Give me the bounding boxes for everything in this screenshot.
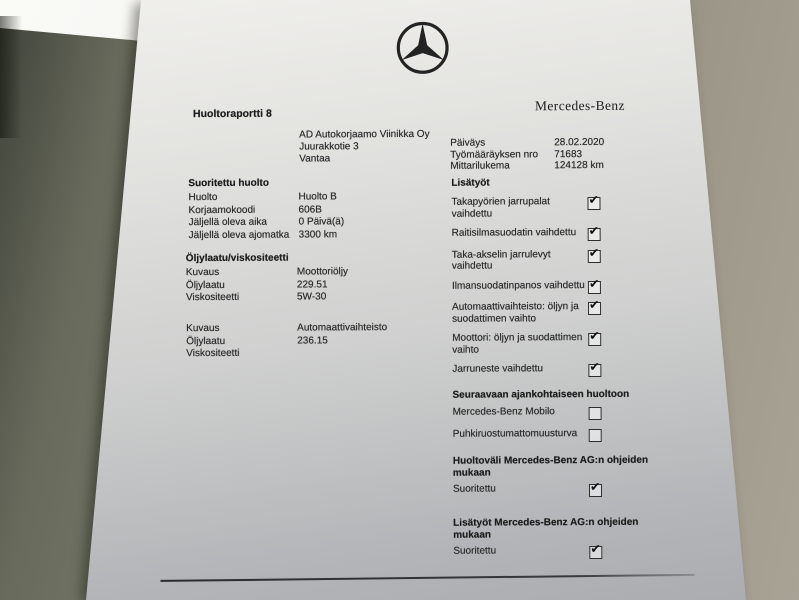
checklist-item xyxy=(453,427,630,442)
meta-label: Mittarilukema xyxy=(450,160,510,172)
section-additional-work-mb xyxy=(453,517,657,568)
section-heading: Huoltoväli Mercedes-Benz AG:n ohjeiden mukaan xyxy=(452,454,649,479)
checkbox xyxy=(588,333,601,346)
checklist-label: Mercedes-Benz Mobilo xyxy=(452,406,555,418)
checklist xyxy=(451,196,601,378)
checklist-label: Puhkiruostumattomuusturva xyxy=(452,427,578,440)
checklist-item xyxy=(452,249,601,273)
section-oil-quality xyxy=(186,251,426,305)
field-row xyxy=(186,266,426,280)
checklist xyxy=(453,483,657,498)
field-label: Viskositeetti xyxy=(185,292,240,304)
checkbox xyxy=(588,302,601,315)
workshop-address-block xyxy=(299,129,430,166)
report-title: Huoltoraportti 8 xyxy=(192,107,272,121)
meta-label: Päiväys xyxy=(450,137,486,149)
checklist-item xyxy=(451,196,600,220)
workshop-street: Juurakkotie 3 xyxy=(299,141,359,153)
meta-value: 124128 km xyxy=(554,160,604,172)
checklist-label: Moottori: öljyn ja suodattimen vaihto xyxy=(452,332,583,356)
field-label: Jäljellä oleva aika xyxy=(188,216,268,229)
checkbox xyxy=(588,364,601,377)
section-performed-service xyxy=(188,176,428,243)
checklist-item xyxy=(452,280,601,295)
workshop-city: Vantaa xyxy=(299,153,331,165)
checkbox xyxy=(588,228,601,241)
field-value: 0 Päivä(ä) xyxy=(298,216,345,228)
checkbox xyxy=(588,250,601,263)
checkbox xyxy=(588,281,601,294)
field-rows xyxy=(186,322,426,361)
checklist-item xyxy=(452,363,601,378)
section-additional-work xyxy=(451,177,601,386)
checklist-label: Automaattivaihteisto: öljyn ja suodattimen vaihto xyxy=(452,301,579,325)
checkbox xyxy=(587,197,600,210)
field-row xyxy=(189,229,429,243)
checklist-item xyxy=(452,332,601,356)
field-label: Kuvaus xyxy=(186,322,220,335)
section-heading: Öljylaatu/viskositeetti xyxy=(185,252,289,265)
checklist-item xyxy=(452,227,601,242)
field-label: Kuvaus xyxy=(185,266,220,279)
checklist-item xyxy=(453,406,630,421)
checklist xyxy=(453,406,630,442)
section-heading: Suoritettu huolto xyxy=(188,177,269,190)
workshop-name: AD Autokorjaamo Viinikka Oy xyxy=(299,128,430,141)
meta-row xyxy=(450,160,604,172)
field-label: Huolto xyxy=(188,191,218,204)
field-value: 236.15 xyxy=(297,334,328,347)
field-label: Jäljellä oleva ajomatka xyxy=(188,229,290,241)
checkbox xyxy=(589,428,602,441)
field-value: 5W-30 xyxy=(296,291,327,303)
section-heading: Seuraavaan ajankohtaiseen huoltoon xyxy=(452,388,630,401)
checkbox xyxy=(589,546,602,559)
mercedes-star-icon xyxy=(394,19,452,77)
field-label: Öljylaatu xyxy=(186,335,226,347)
field-row xyxy=(188,191,428,205)
checklist-label: Suoritettu xyxy=(453,545,497,557)
field-row xyxy=(186,322,426,336)
field-row xyxy=(186,278,426,292)
field-value: 229.51 xyxy=(296,278,328,291)
checklist-item xyxy=(452,301,601,325)
meta-row xyxy=(450,137,604,149)
field-label: Öljylaatu xyxy=(185,279,225,291)
section-service-interval xyxy=(453,455,657,506)
field-value: Moottoriöljy xyxy=(296,266,349,278)
field-value: Huolto B xyxy=(298,191,337,203)
field-rows xyxy=(186,266,426,305)
field-label: Korjaamokoodi xyxy=(188,204,256,216)
field-row xyxy=(186,347,426,361)
checklist-label: Suoritettu xyxy=(452,483,496,495)
report-meta-block xyxy=(450,137,604,173)
field-row xyxy=(188,203,428,217)
checkbox xyxy=(589,407,602,420)
checklist-label: Raitisilmasuodatin vaihdettu xyxy=(451,227,577,239)
checklist-item xyxy=(453,545,657,560)
footer-divider xyxy=(160,574,694,582)
meta-label: Työmääräyksen nro xyxy=(450,148,539,161)
field-label: Viskositeetti xyxy=(186,348,240,360)
field-rows xyxy=(188,191,428,243)
section-heading: Lisätyöt xyxy=(451,177,490,189)
field-value: Automaattivaihteisto xyxy=(297,322,388,334)
field-row xyxy=(186,334,426,348)
checklist-label: Ilmansuodatinpanos vaihdettu xyxy=(451,279,585,292)
field-value: 3300 km xyxy=(298,229,338,241)
field-row xyxy=(186,291,426,305)
field-value: 606B xyxy=(298,203,322,216)
checklist-label: Jarruneste vaihdettu xyxy=(452,363,544,376)
section-oil-quality-transmission xyxy=(186,322,426,361)
section-next-service xyxy=(452,389,629,450)
section-heading: Lisätyöt Mercedes-Benz AG:n ohjeiden mukaan xyxy=(453,516,639,541)
field-row xyxy=(189,216,429,230)
meta-value: 28.02.2020 xyxy=(554,136,605,149)
checklist-label: Takapyörien jarrupalat vaihdettu xyxy=(451,196,550,220)
checklist-label: Taka-akselin jarrulevyt vaihdettu xyxy=(451,248,551,273)
checklist xyxy=(453,545,657,560)
checklist-item xyxy=(453,483,657,498)
meta-value: 71683 xyxy=(554,148,583,160)
brand-wordmark: Mercedes-Benz xyxy=(534,97,625,114)
checkbox xyxy=(589,484,602,497)
